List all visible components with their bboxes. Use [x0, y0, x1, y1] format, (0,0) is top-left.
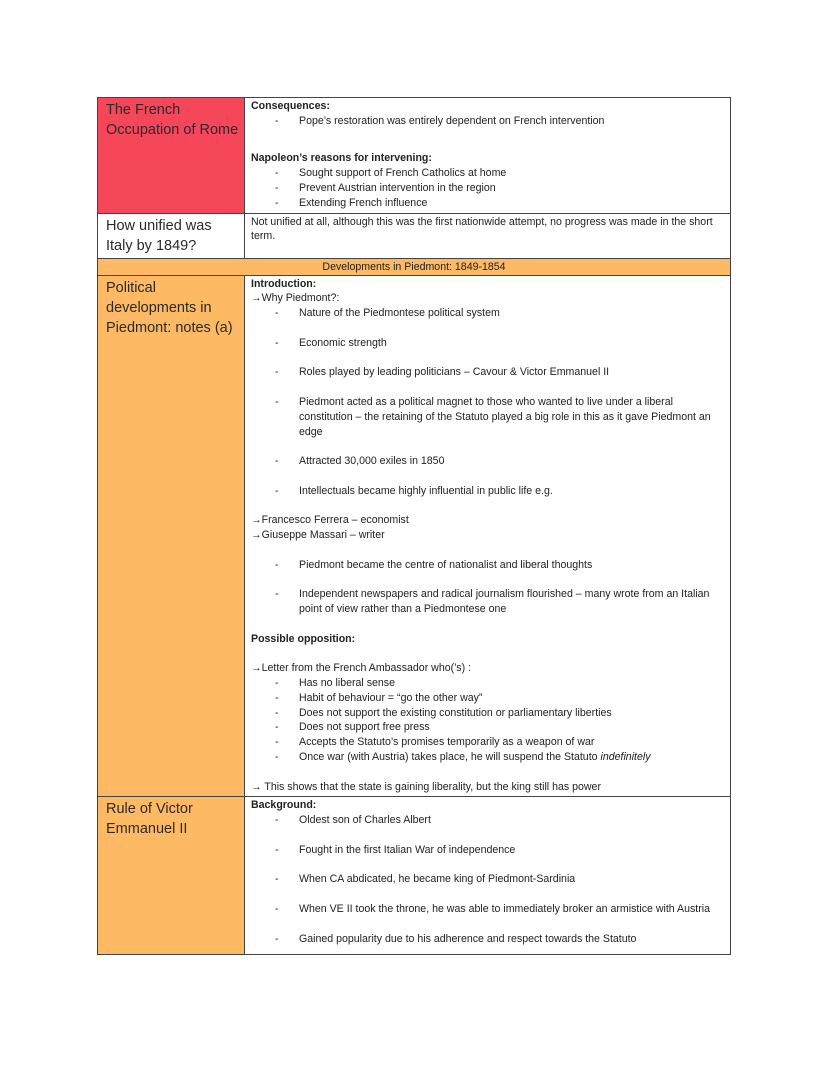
table-row	[98, 258, 731, 275]
arrow-line: →Letter from the French Ambassador who(’s) :	[251, 662, 472, 675]
emphasis-text: indefinitely	[600, 751, 651, 764]
arrow-line: →Francesco Ferrera – economist	[251, 514, 409, 527]
list-item: - Pope’s restoration was entirely dependent on French intervention	[251, 114, 724, 129]
row-label-unified: How unified was Italy by 1849?	[98, 213, 245, 258]
list-item: - Attracted 30,000 exiles in 1850	[251, 454, 724, 469]
row-content-victor	[245, 797, 731, 955]
list-item: - Nature of the Piedmontese political system	[251, 306, 724, 321]
row-content-political	[245, 275, 731, 797]
row-content-french-occupation	[245, 98, 731, 214]
section-heading: Possible opposition:	[251, 632, 356, 645]
list-item: - Extending French influence	[251, 196, 724, 211]
list-item: - Oldest son of Charles Albert	[251, 813, 724, 828]
arrow-line: →Giuseppe Massari – writer	[251, 529, 385, 542]
section-banner: Developments in Piedmont: 1849-1854	[98, 258, 731, 275]
arrow-line: →Why Piedmont?:	[251, 292, 340, 305]
list-item: - Piedmont acted as a political magnet to those who wanted to live under a liberal constitution – the retaining of the Statuto played a big role in this as it gave Piedmont an edge	[251, 395, 724, 439]
list-item: - Economic strength	[251, 336, 724, 351]
section-heading: Napoleon’s reasons for intervening:	[251, 152, 432, 165]
row-label-political: Political developments in Piedmont: notes (a)	[98, 275, 245, 797]
list-item: - Does not support free press	[251, 720, 724, 735]
list-item	[251, 750, 724, 765]
section-heading: Introduction:	[251, 277, 317, 290]
section-heading: Consequences:	[251, 100, 330, 112]
list-item: - When CA abdicated, he became king of Piedmont-Sardinia	[251, 872, 724, 887]
table-row	[98, 213, 731, 258]
list-item: - When VE II took the throne, he was able to immediately broker an armistice with Austria	[251, 902, 724, 917]
table-row	[98, 797, 731, 955]
list-item: - Does not support the existing constitution or parliamentary liberties	[251, 706, 724, 721]
arrow-line: → This shows that the state is gaining liberality, but the king still has power	[251, 780, 601, 793]
notes-table	[97, 97, 731, 955]
row-content-unified: Not unified at all, although this was the first nationwide attempt, no progress was made in the short term.	[245, 213, 731, 258]
list-item-text: Once war (with Austria) takes place, he will suspend the Statuto	[299, 751, 601, 764]
section-heading: Background:	[251, 799, 317, 812]
list-item: - Roles played by leading politicians – Cavour & Victor Emmanuel II	[251, 365, 724, 380]
table-row	[98, 98, 731, 214]
list-item: - Intellectuals became highly influential in public life e.g.	[251, 484, 724, 499]
list-item: - Habit of behaviour = “go the other way”	[251, 691, 724, 706]
list-item: - Accepts the Statuto’s promises temporarily as a weapon of war	[251, 735, 724, 750]
list-item: - Independent newspapers and radical journalism flourished – many wrote from an Italian point of view rather than a Piedmontese one	[251, 587, 724, 617]
table-row	[98, 275, 731, 797]
list-item: - Prevent Austrian intervention in the region	[251, 181, 724, 196]
list-item: - Sought support of French Catholics at home	[251, 166, 724, 181]
list-item: - Has no liberal sense	[251, 676, 724, 691]
list-item: - Piedmont became the centre of nationalist and liberal thoughts	[251, 558, 724, 573]
list-item: - Gained popularity due to his adherence and respect towards the Statuto	[251, 932, 724, 947]
row-label-french-occupation: The French Occupation of Rome	[98, 98, 245, 214]
list-item: - Fought in the first Italian War of independence	[251, 843, 724, 858]
row-label-victor: Rule of Victor Emmanuel II	[98, 797, 245, 955]
